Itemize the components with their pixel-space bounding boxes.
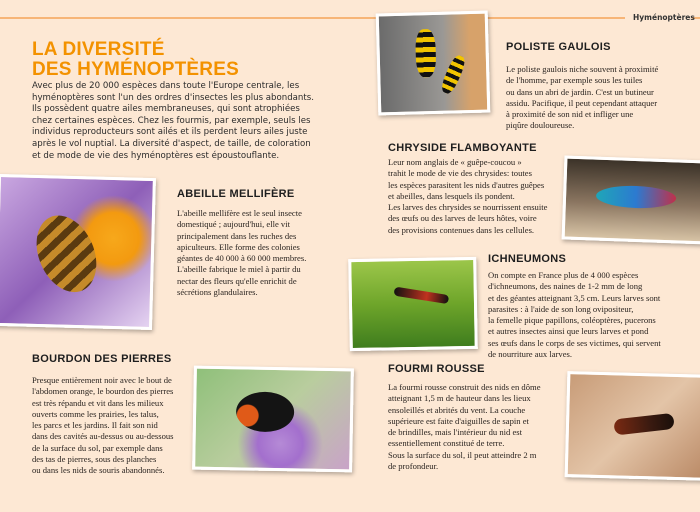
abeille-text: L'abeille mellifère est le seul insecte domestiqué ; aujourd'hui, elle vit principalement dans les ruches des apiculteurs. Elle forme des colonies géantes de 40 000 à 60 000 membres. L'abeille fabrique le miel à partir du nectar des fleurs qu'elle enrichit de sécrétions glandulaires.: [177, 208, 307, 298]
page-title: LA DIVERSITÉ DES HYMÉNOPTÈRES: [32, 39, 239, 80]
chryside-heading: CHRYSIDE FLAMBOYANTE: [388, 142, 537, 154]
honeybee-photo: [0, 174, 156, 330]
poliste-text: Le poliste gaulois niche souvent à proximité de l'homme, par exemple sous les tuiles ou dans un abri de jardin. C'est un butineur assidu. Pacifique, il peut cependant attaquer à proximité de son nid et infliger une piqûre douloureuse.: [506, 64, 659, 131]
header-rule-left: [0, 17, 625, 19]
ichneumon-icon: [393, 287, 449, 304]
red-ant-photo: [565, 371, 700, 481]
ichneumons-heading: ICHNEUMONS: [488, 253, 567, 265]
poliste-heading: POLISTE GAULOIS: [506, 41, 611, 53]
wasp-nest-photo: [376, 11, 491, 116]
bourdon-text: Presque entièrement noir avec le bout de l'abdomen orange, le bourdon des pierres est très répandu et vit dans les milieux ouverts comme les prairies, les talus, les parcs et les jardins. Il fait son nid dans des cavités au-dessus ou au-dessous de la surface du sol, par exemple dans des tas de pierres, sous des planches ou dans les nids de souris abandonnés.: [32, 375, 174, 476]
intro-text: Avec plus de 20 000 espèces dans toute l'Europe centrale, les hyménoptères sont l'un des ordres d'insectes les plus abondants. Ils possèdent quatre ailes membraneuses, qui sont atrophiées chez certaines espèces. Chez les fourmis, par exemple, seuls les individus reproducteurs sont ailés et ils perdent leurs ailes juste après le vol nuptial. La diversité d'aspect, de taille, de coloration et de mode de vie des hyménoptères est époustouflante.: [32, 81, 314, 161]
chryside-text: Leur nom anglais de « guêpe-coucou » trahit le mode de vie des chrysides: toutes les espèces parasitent les nids d'autres guêpes et abeilles, dans lesquels ils pondent. Les larves des chrysides se nourrissent ensuite des œufs ou des larves de leurs hôtes, voire des provisions contenues dans les cellules.: [388, 157, 548, 235]
fourmi-heading: FOURMI ROUSSE: [388, 363, 485, 375]
abeille-heading: ABEILLE MELLIFÈRE: [177, 188, 295, 200]
wasp-icon: [415, 29, 436, 78]
bee-icon: [25, 206, 107, 301]
wasp-icon: [439, 53, 468, 95]
bumblebee-icon: [236, 391, 295, 432]
chrysis-icon: [596, 185, 677, 210]
running-title: Hyménoptères: [633, 13, 695, 22]
cuckoo-wasp-photo: [562, 155, 700, 244]
ant-icon: [613, 413, 674, 436]
bourdon-heading: BOURDON DES PIERRES: [32, 353, 172, 365]
ichneumon-photo: [348, 257, 478, 351]
bumblebee-photo: [192, 366, 354, 473]
fourmi-text: La fourmi rousse construit des nids en dôme atteignant 1,5 m de hauteur dans les lieux ensoleillés et abrités du vent. La couche supérieure est faite d'aiguilles de sapin et de brindilles, mais l'intérieur du nid est essentiellement constitué de terre. Sous la surface du sol, il peut atteindre 2 m de profondeur.: [388, 382, 541, 472]
ichneumons-text: On compte en France plus de 4 000 espèces d'ichneumons, des naines de 1-2 mm de long et des géantes atteignant 3,5 cm. Leurs larves sont parasites : à l'aide de son long ovipositeur, la femelle pique papillons, coléoptères, pucerons et autres insectes ainsi que leurs larves et pond ses œufs dans le corps de ses victimes, qui servent de nourriture aux larves.: [488, 270, 661, 360]
